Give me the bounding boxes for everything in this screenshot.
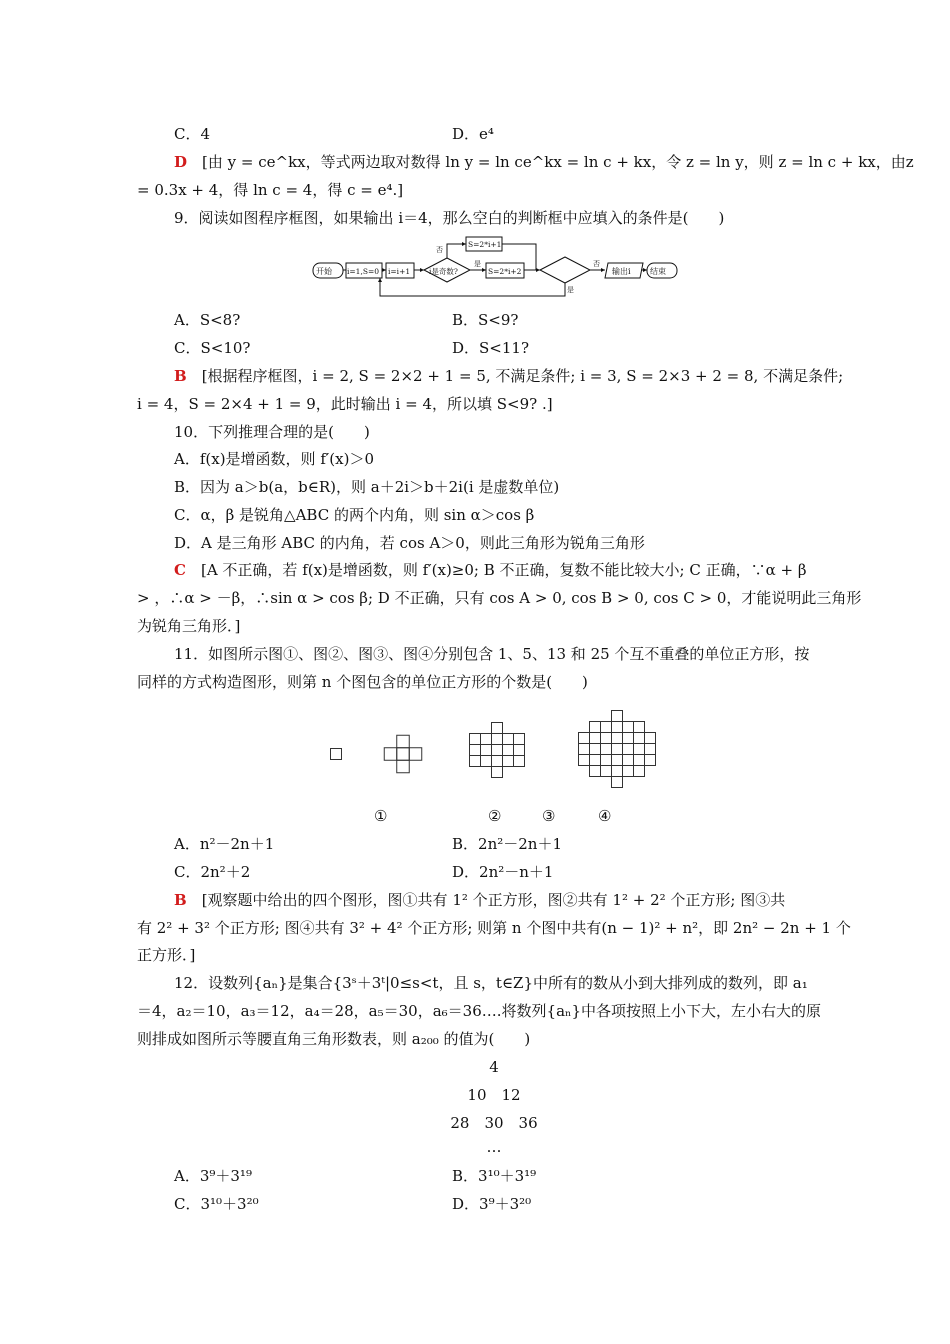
unit-square	[634, 722, 645, 733]
unit-square	[331, 749, 342, 760]
q10-option-a: A．f(x)是增函数，则 f′(x)＞0	[174, 450, 374, 468]
unit-square	[634, 766, 645, 777]
q11-option-d: D．2n²－n＋1	[452, 863, 554, 881]
unit-square	[514, 756, 525, 767]
q9-answer-letter: B	[174, 367, 187, 385]
q11-option-b: B．2n²－2n＋1	[452, 835, 562, 853]
q12-table-row-3: 28 30 36	[450, 1114, 538, 1132]
unit-square	[612, 722, 623, 733]
unit-square	[514, 734, 525, 745]
unit-square	[579, 733, 590, 744]
unit-square	[503, 756, 514, 767]
unit-square	[601, 766, 612, 777]
q8-option-c: C．4	[174, 125, 211, 143]
unit-square	[601, 744, 612, 755]
unit-square	[634, 744, 645, 755]
unit-square	[590, 744, 601, 755]
q11-label-2: ②	[488, 807, 502, 825]
flow-yes2-label: 是	[567, 286, 574, 294]
q12-option-b: B．3¹⁰＋3¹⁹	[452, 1167, 537, 1185]
q12-option-a: A．3⁹＋3¹⁹	[174, 1167, 252, 1185]
flow-yes1-label: 是	[474, 260, 481, 268]
q11-label-3: ③	[542, 807, 556, 825]
unit-square	[492, 756, 503, 767]
unit-square	[612, 755, 623, 766]
flow-s-odd-label: S=2*i+2	[488, 267, 522, 276]
q12-option-c: C．3¹⁰＋3²⁰	[174, 1195, 259, 1213]
unit-square	[612, 744, 623, 755]
q10-answer-letter: C	[174, 561, 186, 579]
q8-option-d: D．e⁴	[452, 125, 494, 143]
unit-square	[503, 734, 514, 745]
unit-square	[590, 733, 601, 744]
q10-option-d: D．A 是三角形 ABC 的内角，若 cos A＞0，则此三角形为锐角三角形	[174, 534, 645, 552]
unit-square	[601, 755, 612, 766]
unit-square	[492, 723, 503, 734]
unit-square	[481, 745, 492, 756]
unit-square	[634, 733, 645, 744]
q11-answer-text-1: [观察题中给出的四个图形，图①共有 1² 个正方形，图②共有 1² + 2² 个正方形; 图③共	[201, 891, 786, 909]
q12-table-row-4: …	[486, 1138, 502, 1156]
flow-no2-label: 否	[593, 260, 600, 268]
flow-start-label: 开始	[316, 267, 332, 276]
unit-square	[397, 760, 410, 773]
unit-square	[514, 745, 525, 756]
unit-square	[645, 755, 656, 766]
unit-square	[492, 745, 503, 756]
flow-s-even-label: S=2*i+1	[468, 240, 502, 249]
unit-square	[492, 734, 503, 745]
unit-square	[397, 735, 410, 748]
q8-answer-line-2: = 0.3x + 4，得 ln c = 4，得 c = e⁴.]	[137, 181, 404, 199]
q11-stem-line-1: 11．如图所示图①、图②、图③、图④分别包含 1、5、13 和 25 个互不重叠的单位正方形，按	[174, 645, 810, 663]
flow-increment-label: i=i+1	[388, 267, 411, 276]
q11-stem-line-2: 同样的方式构造图形，则第 n 个图包含的单位正方形的个数是( )	[137, 673, 588, 691]
q11-label-4: ④	[598, 807, 612, 825]
q11-label-1: ①	[374, 807, 388, 825]
q12-stem-line-1: 12．设数列{aₙ}是集合{3ˢ＋3ᵗ|0≤s<t，且 s，t∈Z}中所有的数从小到大排列成的数列，即 a₁	[174, 974, 808, 992]
unit-square	[623, 744, 634, 755]
flow-test-label: i是奇数?	[429, 267, 458, 276]
q11-option-a: A．n²－2n＋1	[174, 835, 275, 853]
q12-table-row-1: 4	[489, 1058, 499, 1076]
unit-square	[481, 734, 492, 745]
q10-option-b: B．因为 a＞b(a，b∈R)，则 a＋2i＞b＋2i(i 是虚数单位)	[174, 478, 560, 496]
unit-square	[492, 767, 503, 778]
unit-square	[503, 745, 514, 756]
flow-end-label: 结束	[650, 267, 666, 276]
q8-answer-text-1: [由 y = ce^kx，等式两边取对数得 ln y = ln ce^kx = ln c + kx，令 z = ln y，则 z = ln c + kx，由z	[202, 153, 914, 171]
q12-stem-line-3: 则排成如图所示等腰直角三角形数表，则 a₂₀₀ 的值为( )	[137, 1030, 531, 1048]
unit-square	[612, 733, 623, 744]
unit-square	[645, 744, 656, 755]
unit-square	[645, 733, 656, 744]
q10-option-c: C．α，β 是锐角△ABC 的两个内角，则 sin α＞cos β	[174, 506, 535, 524]
unit-square	[409, 748, 422, 761]
unit-square	[612, 766, 623, 777]
unit-square	[579, 744, 590, 755]
square-figure-3	[470, 723, 525, 778]
q12-option-d: D．3⁹＋3²⁰	[452, 1195, 532, 1213]
q10-stem: 10．下列推理合理的是( )	[174, 423, 370, 441]
unit-square	[579, 755, 590, 766]
q9-option-b: B．S<9?	[452, 311, 519, 329]
unit-square	[470, 734, 481, 745]
flow-init-label: i=1,S=0	[347, 267, 380, 276]
unit-square	[470, 745, 481, 756]
q12-stem-line-2: ＝4，a₂＝10，a₃＝12，a₄＝28，a₅＝30，a₆＝36….将数列{aₙ}中各项按照上小下大，左小右大的原	[137, 1002, 822, 1020]
square-figure-1	[331, 749, 342, 760]
q11-answer-line-1	[174, 890, 785, 910]
unit-square	[634, 755, 645, 766]
q11-option-c: C．2n²＋2	[174, 863, 251, 881]
q11-answer-line-3: 正方形．]	[137, 946, 196, 964]
q10-answer-line-2: > ，∴α > －β，∴sin α > cos β; D 不正确，只有 cos A > 0, cos B > 0, cos C > 0，才能说明此三角形	[137, 589, 862, 607]
unit-square	[612, 777, 623, 788]
square-figure-2	[384, 735, 422, 773]
unit-square	[590, 722, 601, 733]
q9-option-c: C．S<10?	[174, 339, 251, 357]
q9-option-a: A．S<8?	[174, 311, 241, 329]
unit-square	[470, 756, 481, 767]
unit-square	[590, 766, 601, 777]
unit-square	[623, 766, 634, 777]
unit-square	[397, 748, 410, 761]
flow-output-label: 输出i	[612, 267, 631, 276]
unit-square	[601, 722, 612, 733]
unit-square	[612, 711, 623, 722]
unit-square	[590, 755, 601, 766]
q9-stem: 9．阅读如图程序框图，如果输出 i＝4，那么空白的判断框中应填入的条件是( )	[174, 209, 725, 227]
q9-answer-line-2: i = 4，S = 2×4 + 1 = 9，此时输出 i = 4，所以填 S<9? .]	[137, 395, 553, 413]
q9-answer-text-1: [根据程序框图，i = 2, S = 2×2 + 1 = 5, 不满足条件; i = 3, S = 2×3 + 2 = 8, 不满足条件;	[201, 367, 844, 385]
unit-square	[623, 733, 634, 744]
q11-answer-letter: B	[174, 891, 187, 909]
unit-square	[384, 748, 397, 761]
unit-square	[601, 733, 612, 744]
q10-answer-text-1: [A 不正确，若 f(x)是增函数，则 f′(x)≥0; B 不正确，复数不能比较大小; C 正确，∵α + β	[200, 561, 807, 579]
q9-option-d: D．S<11?	[452, 339, 529, 357]
unit-square	[481, 756, 492, 767]
q8-answer-letter: D	[174, 153, 188, 171]
flow-no1-label: 否	[436, 246, 443, 254]
q11-answer-line-2: 有 2² + 3² 个正方形; 图④共有 3² + 4² 个正方形; 则第 n 个图中共有(n − 1)² + n²，即 2n² − 2n + 1 个	[137, 919, 851, 937]
unit-square	[623, 722, 634, 733]
q10-answer-line-3: 为锐角三角形．]	[137, 617, 241, 635]
square-figure-4	[579, 711, 656, 788]
q12-table-row-2: 10 12	[467, 1086, 521, 1104]
unit-square	[623, 755, 634, 766]
